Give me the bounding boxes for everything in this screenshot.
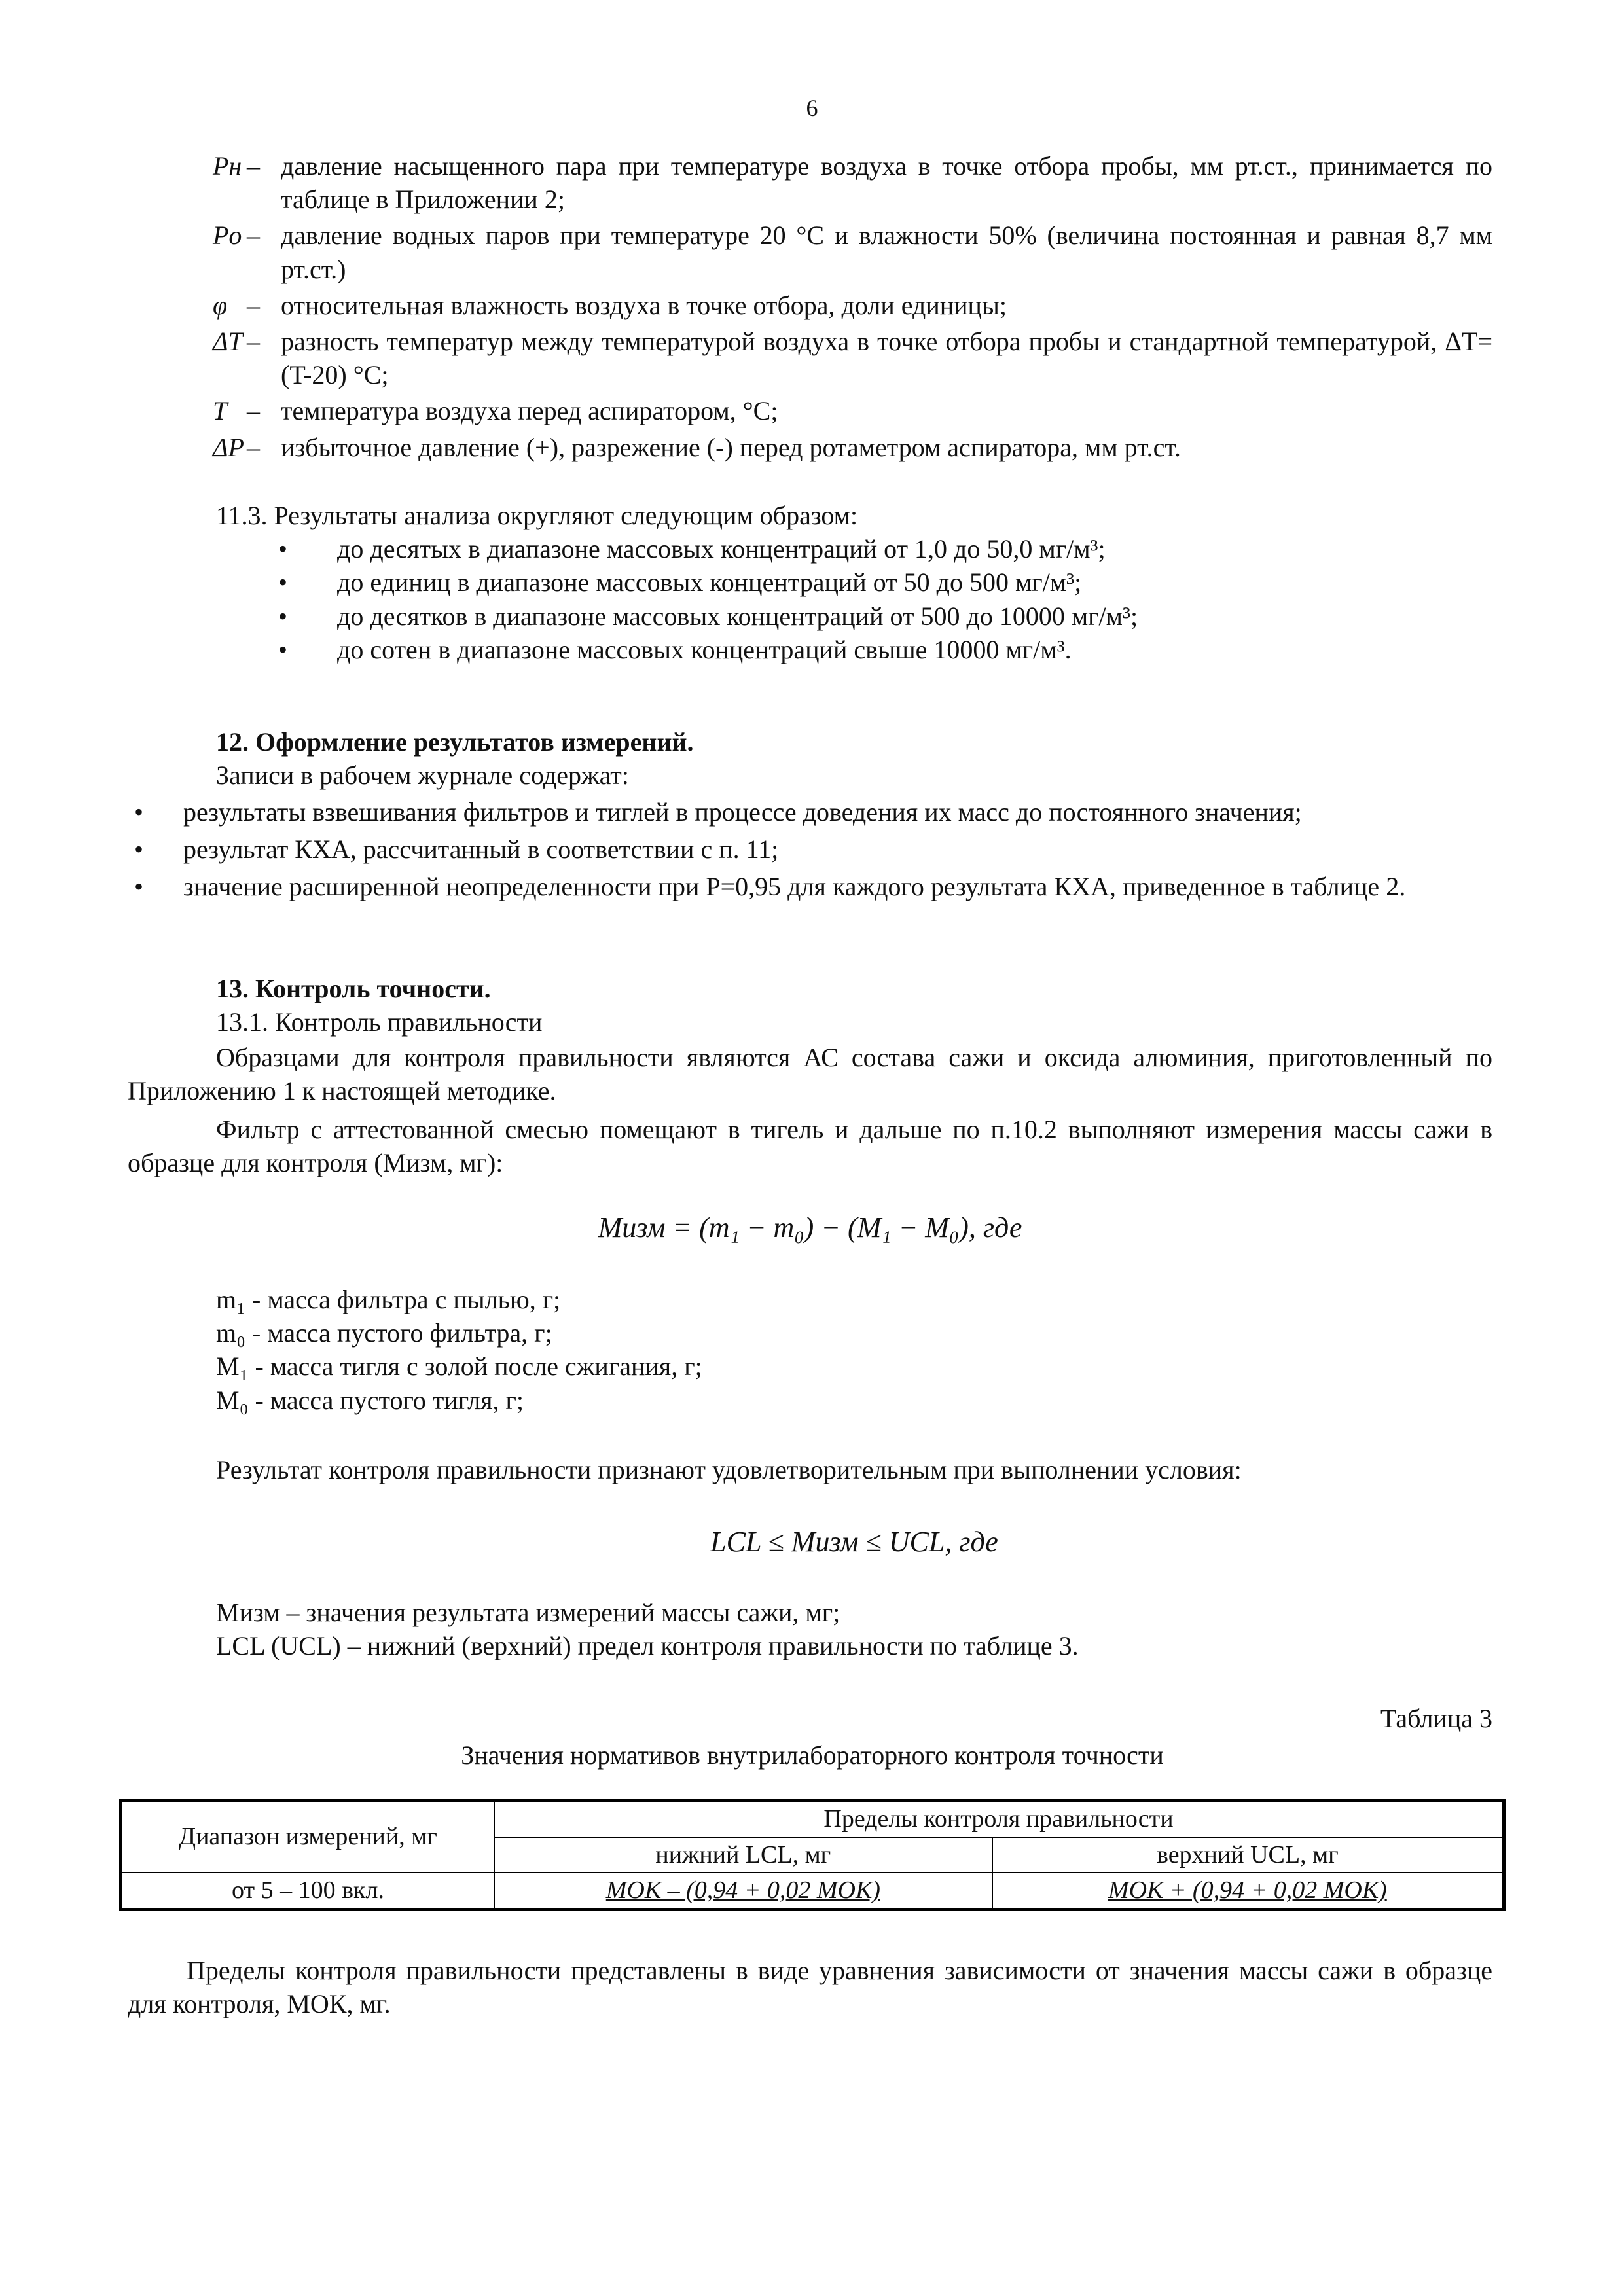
list-item: • до десятых в диапазоне массовых концентраций от 1,0 до 50,0 мг/м³; — [278, 534, 1106, 564]
formula-text: Mизм = (m₁ − m₀) − (M₁ − M₀), где — [598, 1211, 1022, 1244]
header-range: Диапазон измерений, мг — [121, 1801, 495, 1873]
section-12-list — [134, 795, 1492, 908]
definitions-list — [213, 149, 1492, 467]
definition-text: разность температур между температурой воздуха в точке отбора пробы и стандартной температурой, ΔT= (T-20) °С; — [281, 326, 1492, 390]
cell-lower-text: MОК – (0,94 + 0,02 MОК) — [605, 1876, 880, 1905]
definition-symbol: ΔP — [213, 432, 244, 462]
definition-text: избыточное давление (+), разрежение (-) перед ротаметром аспиратора, мм рт.ст. — [281, 432, 1181, 462]
section-heading: 12. Оформление результатов измерений. — [216, 727, 694, 757]
list-item-text: до десятков в диапазоне массовых концентраций от 500 до 10000 мг/м³; — [337, 601, 1138, 631]
definition-item: ΔP – избыточное давление (+), разрежение (-) перед ротаметром аспиратора, мм рт.ст. — [213, 431, 1492, 464]
cell-upper-text: MОК + (0,94 + 0,02 MОК) — [1108, 1876, 1387, 1905]
definition-symbol: Pо — [213, 221, 242, 251]
definition-symbol: Pн — [213, 151, 242, 181]
section-12 — [216, 725, 1492, 792]
variable-list — [216, 1283, 1492, 1417]
explanation-item: Mизм – значения результата измерений массы сажи, мг; — [216, 1598, 840, 1627]
formula-text: LCL ≤ Mизм ≤ UCL, где — [710, 1526, 998, 1558]
table-title: Значения нормативов внутрилабораторного контроля точности — [461, 1740, 1164, 1770]
list-item-text: результаты взвешивания фильтров и тиглей в процессе доведения их масс до постоянного значения; — [183, 797, 1302, 827]
list-item: • до единиц в диапазоне массовых концентраций от 50 до 500 мг/м³; — [278, 567, 1082, 598]
definition-text: давление водных паров при температуре 20 °С и влажности 50% (величина постоянная и равная 8,7 мм рт.ст.) — [281, 221, 1492, 284]
definition-item: Pо – давление водных паров при температуре 20 °С и влажности 50% (величина постоянная и равная 8,7 мм рт.ст.) — [213, 219, 1492, 285]
norms-table — [119, 1799, 1506, 1911]
list-item: • результаты взвешивания фильтров и тиглей в процессе доведения их масс до постоянного значения; — [134, 797, 1302, 827]
section-13 — [216, 972, 1492, 1039]
list-item: • до десятков в диапазоне массовых концентраций от 500 до 10000 мг/м³; — [278, 601, 1138, 631]
formula-mass — [128, 1210, 1492, 1246]
explanation-item: LCL (UCL) – нижний (верхний) предел контроля правильности по таблице 3. — [216, 1631, 1079, 1661]
cell-upper — [992, 1873, 1504, 1909]
definition-text: температура воздуха перед аспиратором, °С; — [281, 396, 778, 426]
cell-lower — [494, 1873, 992, 1909]
variable-item: M₁ - масса тигля с золой после сжигания, г; — [216, 1352, 702, 1382]
section-intro: 11.3. Результаты анализа округляют следующим образом: — [216, 501, 858, 530]
definition-symbol: T — [213, 396, 228, 426]
list-item: • значение расширенной неопределенности при Р=0,95 для каждого результата КХА, приведенное в таблице 2. — [134, 872, 1406, 902]
subsection-heading: 13.1. Контроль правильности — [216, 1007, 543, 1037]
closing-paragraph: Пределы контроля правильности представлены в виде уравнения зависимости от значения массы сажи в образце для контроля, MОК, мг. — [128, 1956, 1492, 2019]
paragraph: Результат контроля правильности признают удовлетворительным при выполнении условия: — [216, 1455, 1242, 1484]
section-heading: 13. Контроль точности. — [216, 974, 491, 1003]
section-intro: Записи в рабочем журнале содержат: — [216, 761, 629, 791]
definition-item: T – температура воздуха перед аспиратором, °С; — [213, 394, 1492, 427]
header-limits-group: Пределы контроля правильности — [494, 1801, 1504, 1837]
definition-item: ΔT – разность температур между температурой воздуха в точке отбора пробы и стандартной температурой, ΔT= (T-20) °С; — [213, 325, 1492, 391]
explanation-list — [216, 1596, 1492, 1662]
variable-item: M₀ - масса пустого тигля, г; — [216, 1385, 524, 1415]
page-number: 6 — [806, 95, 818, 121]
list-item-text: результат КХА, рассчитанный в соответствии с п. 11; — [183, 834, 779, 865]
list-item-text: до десятых в диапазоне массовых концентраций от 1,0 до 50,0 мг/м³; — [337, 534, 1106, 564]
definition-item: φ – относительная влажность воздуха в точке отбора, доли единицы; — [213, 289, 1492, 322]
paragraph: Образцами для контроля правильности являются АС состава сажи и оксида алюминия, приготовленный по Приложению 1 к настоящей методике. — [128, 1043, 1492, 1106]
paragraph: Фильтр с аттестованной смесью помещают в тигель и дальше по п.10.2 выполняют измерения массы сажи в образце для контроля (Mизм, мг): — [128, 1115, 1492, 1178]
table-label: Таблица 3 — [1380, 1704, 1492, 1733]
definition-symbol: ΔT — [213, 326, 243, 356]
definition-symbol: φ — [213, 290, 228, 320]
definition-text: давление насыщенного пара при температуре воздуха в точке отбора пробы, мм рт.ст., принимается по таблице в Приложении 2; — [281, 151, 1492, 215]
definition-text: относительная влажность воздуха в точке отбора, доли единицы; — [281, 290, 1007, 320]
list-item-text: до единиц в диапазоне массовых концентраций от 50 до 500 мг/м³; — [337, 567, 1082, 598]
list-item-text: до сотен в диапазоне массовых концентраций свыше 10000 мг/м³. — [337, 634, 1072, 664]
definition-item: Pн – давление насыщенного пара при температуре воздуха в точке отбора пробы, мм рт.ст., принимается по таблице в Приложении 2; — [213, 149, 1492, 216]
list-item-text: значение расширенной неопределенности при Р=0,95 для каждого результата КХА, приведенное в таблице 2. — [183, 872, 1406, 902]
header-upper: верхний UCL, мг — [992, 1837, 1504, 1873]
cell-range: от 5 – 100 вкл. — [121, 1873, 495, 1909]
list-item: • до сотен в диапазоне массовых концентраций свыше 10000 мг/м³. — [278, 634, 1072, 664]
variable-item: m₁ - масса фильтра с пылью, г; — [216, 1285, 561, 1314]
formula-condition — [216, 1524, 1492, 1560]
list-item: • результат КХА, рассчитанный в соответствии с п. 11; — [134, 834, 779, 865]
variable-item: m₀ - масса пустого фильтра, г; — [216, 1318, 552, 1348]
header-lower: нижний LCL, мг — [494, 1837, 992, 1873]
section-11-3 — [216, 499, 1492, 666]
